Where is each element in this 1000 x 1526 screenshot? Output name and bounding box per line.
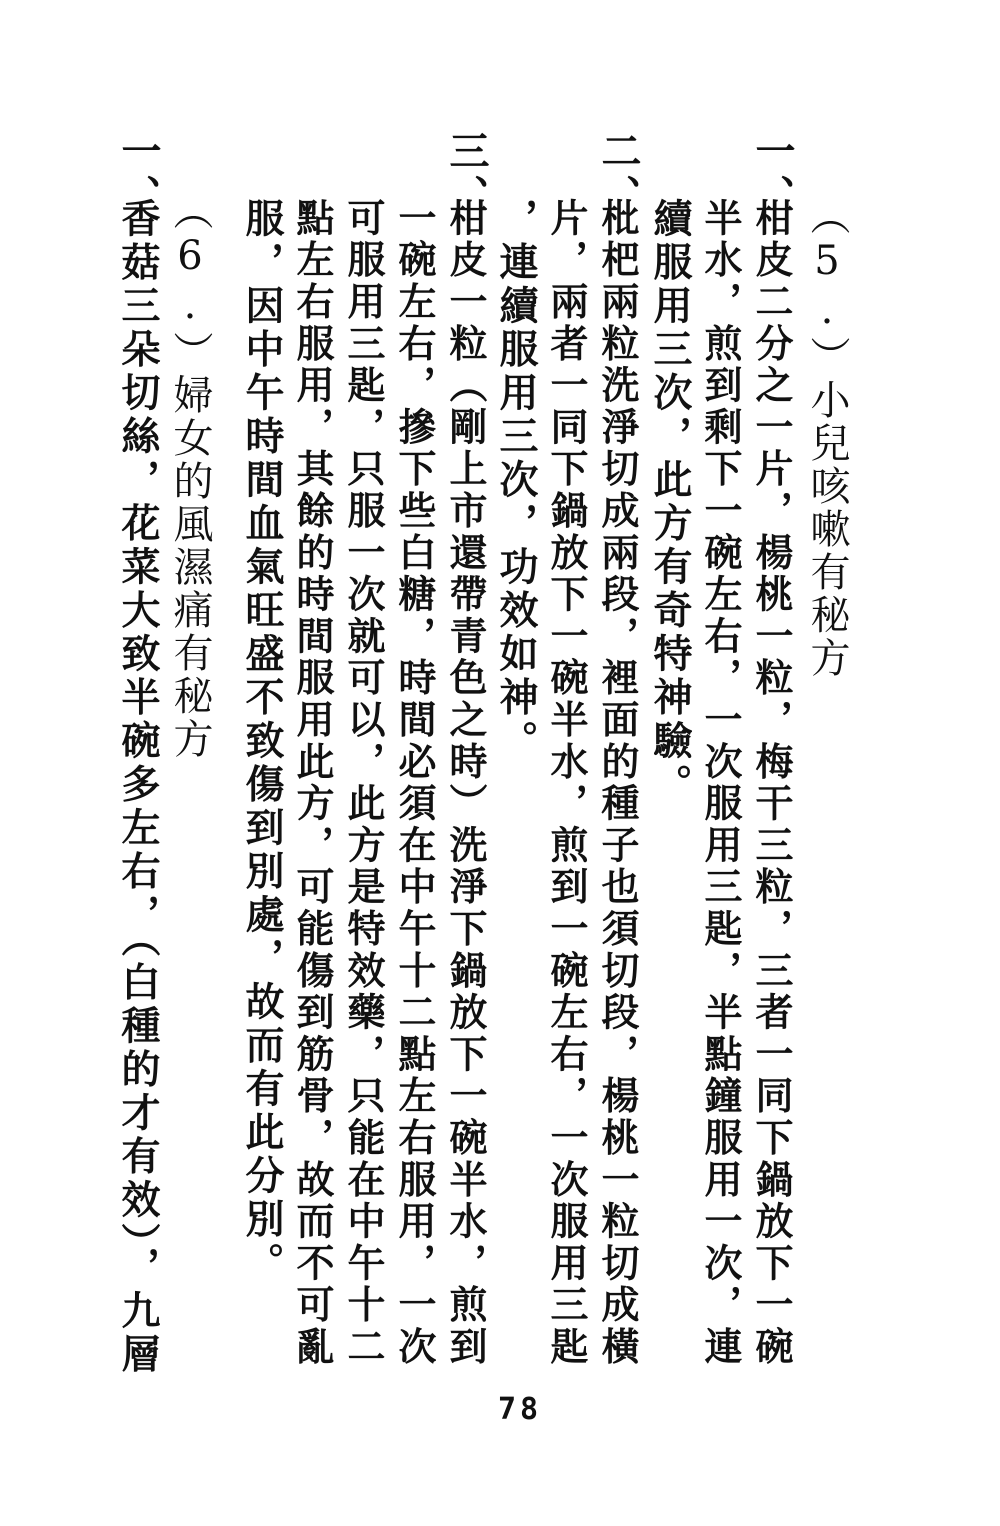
section-heading-6: （6.）婦女的風濕痛有秘方 (167, 190, 213, 761)
text-line: 點左右服用，其餘的時間服用此方，可能傷到筋骨，故而不可亂 (290, 198, 335, 1369)
text-line: 片，兩者一同下鍋放下一碗半水，煎到一碗左右，一次服用三匙 (544, 198, 589, 1369)
item-marker-2: 二、 (595, 130, 642, 219)
text-line: 柑皮二分之一片，楊桃一粒，梅干三粒，三者一同下鍋放下一碗 (749, 198, 794, 1369)
item-marker-3: 三、 (443, 130, 490, 219)
text-line: 服，因中午時間血氣旺盛不致傷到別處，故而有此分別。 (239, 198, 285, 1286)
text-line: 香菇三朵切絲，花菜大致半碗多左右，（白種的才有效），九層 (115, 198, 161, 1377)
text-line: ，連續服用三次，功效如神。 (493, 198, 539, 764)
text-line: 續服用三次，此方有奇特神驗。 (647, 198, 693, 807)
text-line: 柑皮一粒（剛上市還帶青色之時）洗淨下鍋放下一碗半水，煎到 (443, 198, 488, 1369)
text-line: 一碗左右，摻下些白糖，時間必須在中午十二點左右服用，一次 (392, 198, 437, 1369)
page-number: 78 (497, 1392, 543, 1427)
item-marker-1: 一、 (749, 130, 796, 219)
text-line: 枇杷兩粒洗淨切成兩段，裡面的種子也須切段，楊桃一粒切成橫 (595, 198, 640, 1369)
text-line: 半水，煎到剩下一碗左右，一次服用三匙，半點鐘服用一次，連 (698, 198, 743, 1369)
text-line: 可服用三匙，只服一次就可以，此方是特效藥，只能在中午十二 (341, 198, 386, 1369)
item-marker-1: 一、 (115, 130, 162, 219)
section-heading-5: （5.）小兒咳嗽有秘方 (804, 195, 850, 680)
